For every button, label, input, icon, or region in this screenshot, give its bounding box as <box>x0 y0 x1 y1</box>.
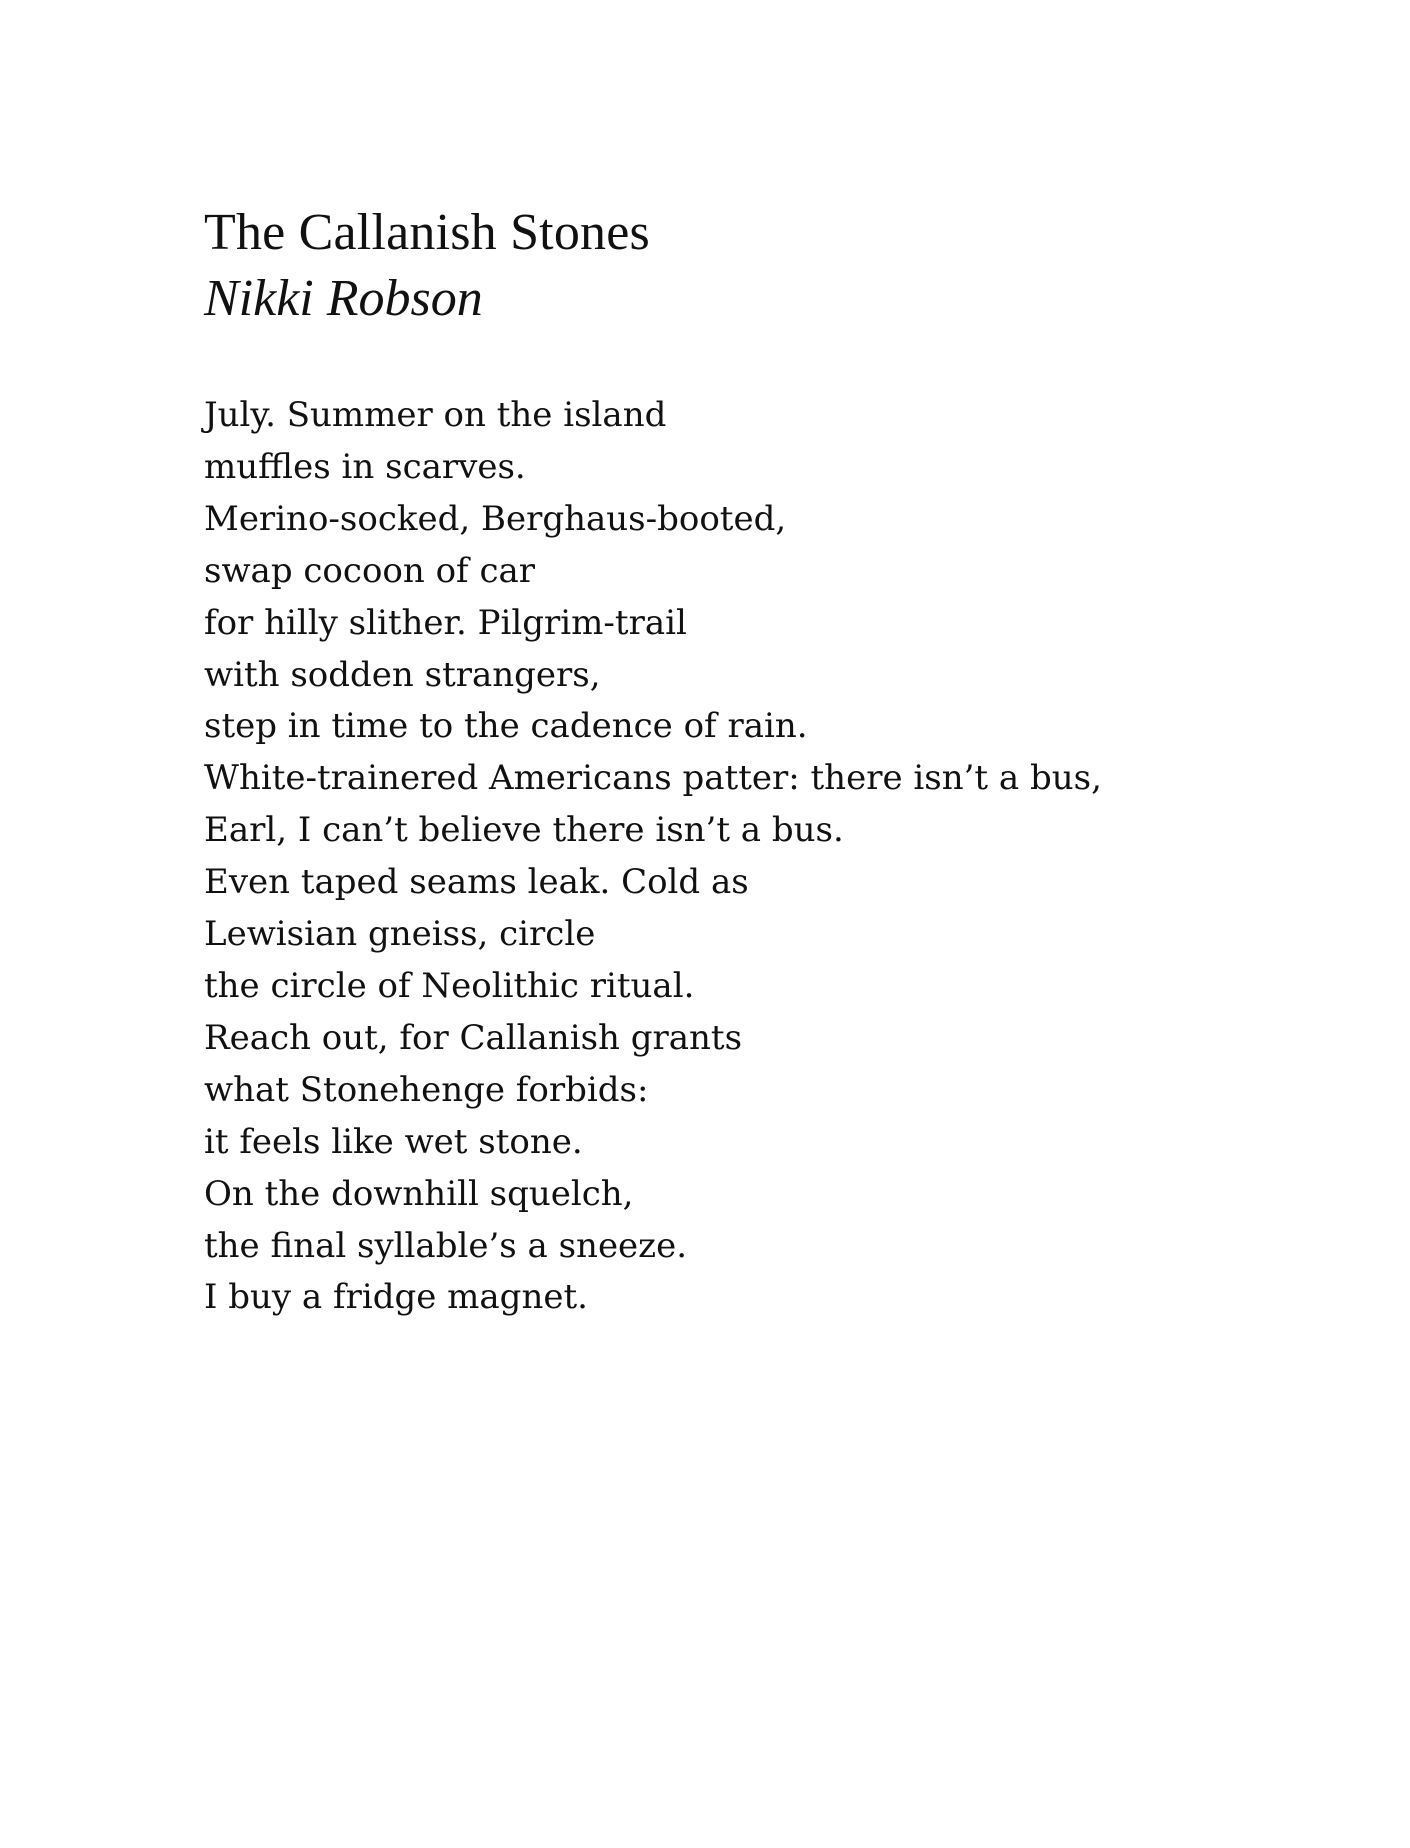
poem-line: White-trainered Americans patter: there isn’t a bus, <box>204 758 1102 799</box>
poem-line: Lewisian gneiss, circle <box>204 914 596 955</box>
poem-line: step in time to the cadence of rain. <box>204 706 808 747</box>
poem-line: Earl, I can’t believe there isn’t a bus. <box>204 810 844 851</box>
poem-author: Nikki Robson <box>204 270 483 327</box>
poem-line: what Stonehenge forbids: <box>204 1069 649 1110</box>
poem-line: Reach out, for Callanish grants <box>204 1017 743 1058</box>
poem-line: Merino-socked, Berghaus-booted, <box>204 498 787 539</box>
poem-line: Even taped seams leak. Cold as <box>204 862 749 903</box>
poem-line: On the downhill squelch, <box>204 1173 634 1214</box>
poem-line: with sodden strangers, <box>204 654 601 695</box>
poem-line: the final syllable’s a sneeze. <box>204 1225 688 1266</box>
poem-line: swap cocoon of car <box>204 550 536 591</box>
poem-line: muffles in scarves. <box>204 446 526 487</box>
poem-line: I buy a fridge magnet. <box>204 1277 588 1318</box>
poem-title: The Callanish Stones <box>204 204 650 261</box>
poem-line: it feels like wet stone. <box>204 1121 583 1162</box>
poem-line: for hilly slither. Pilgrim-trail <box>204 602 687 643</box>
poem-line: the circle of Neolithic ritual. <box>204 965 695 1006</box>
poem-line: July. Summer on the island <box>204 395 667 435</box>
poem-body <box>204 390 1410 1324</box>
